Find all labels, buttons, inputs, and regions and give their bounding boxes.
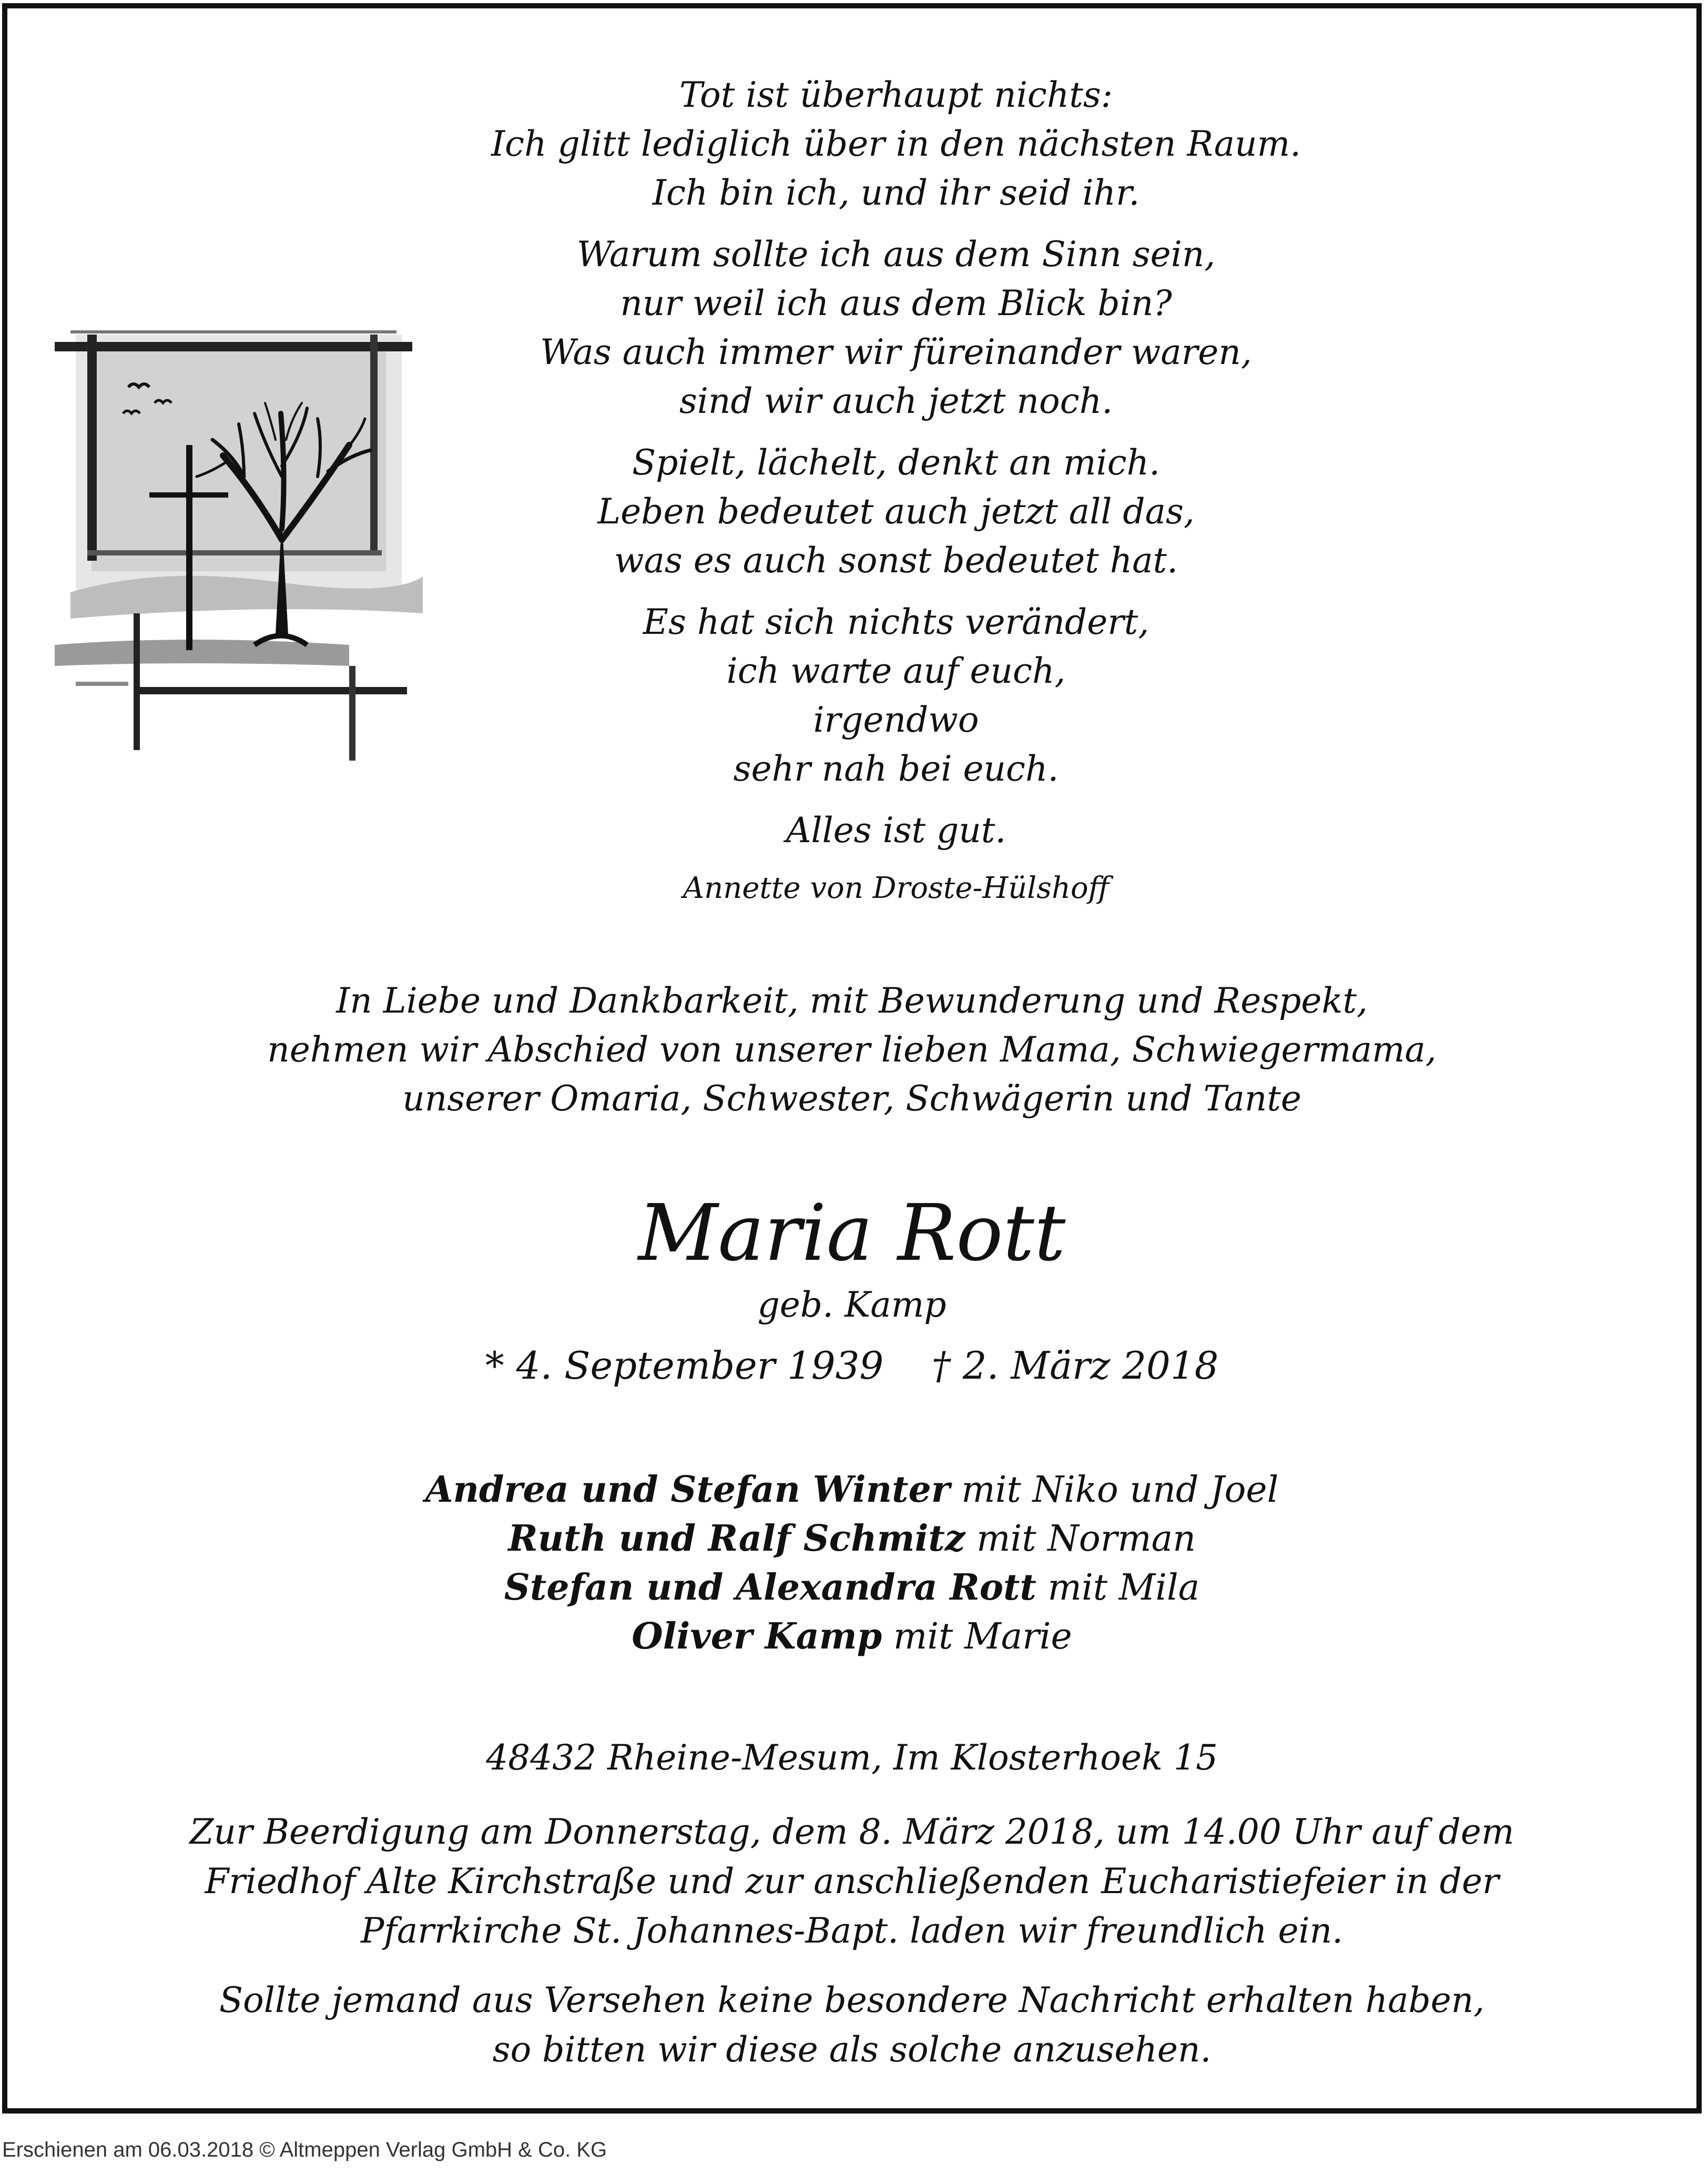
family-children: mit Norman bbox=[965, 1518, 1196, 1560]
publication-footer: Erschienen am 06.03.2018 © Altmeppen Verlag GmbH & Co. KG bbox=[2, 2138, 607, 2161]
burial-line: Friedhof Alte Kirchstraße und zur anschließenden Eucharistiefeier in der bbox=[205, 1861, 1499, 1902]
notice-line: so bitten wir diese als solche anzusehen. bbox=[492, 2029, 1212, 2070]
poem-line: sind wir auch jetzt noch. bbox=[679, 381, 1113, 421]
intro-line: unserer Omaria, Schwester, Schwägerin und Tante bbox=[402, 1078, 1302, 1119]
poem-line: irgendwo bbox=[813, 700, 979, 740]
poem-line: ich warte auf euch, bbox=[726, 651, 1066, 691]
deceased-born-name: geb. Kamp bbox=[757, 1285, 947, 1325]
poem-line: Leben bedeutet auch jetzt all das, bbox=[597, 491, 1195, 532]
family-entry bbox=[7, 1612, 1696, 1661]
intro-text bbox=[7, 976, 1696, 1123]
family-list bbox=[7, 1465, 1696, 1661]
deceased-dates: * 4. September 1939 † 2. März 2018 bbox=[485, 1343, 1219, 1388]
poem-line: Ich bin ich, und ihr seid ihr. bbox=[652, 173, 1140, 213]
deceased-name: Maria Rott bbox=[638, 1188, 1066, 1278]
poem-line: Warum sollte ich aus dem Sinn sein, bbox=[576, 234, 1216, 275]
notice-line: Sollte jemand aus Versehen keine besondere Nachricht erhalten haben, bbox=[219, 1980, 1485, 2020]
address: 48432 Rheine-Mesum, Im Klosterhoek 15 bbox=[486, 1737, 1218, 1778]
family-names: Stefan und Alexandra Rott bbox=[504, 1566, 1036, 1609]
poem-line: Es hat sich nichts verändert, bbox=[643, 602, 1150, 642]
family-names: Ruth und Ralf Schmitz bbox=[508, 1518, 965, 1560]
poem-line: Tot ist überhaupt nichts: bbox=[679, 75, 1113, 115]
family-names: Oliver Kamp bbox=[632, 1615, 882, 1657]
poem-stanza bbox=[302, 438, 1490, 585]
poem-stanza bbox=[302, 598, 1490, 793]
poem-stanza bbox=[302, 70, 1490, 217]
poem-line: nur weil ich aus dem Blick bin? bbox=[620, 283, 1172, 323]
family-names: Andrea und Stefan Winter bbox=[425, 1469, 950, 1511]
poem-line: sehr nah bei euch. bbox=[733, 749, 1059, 789]
poem bbox=[302, 70, 1490, 909]
poem-stanza bbox=[302, 230, 1490, 426]
family-children: mit Niko und Joel bbox=[950, 1469, 1279, 1511]
poem-stanza bbox=[302, 806, 1490, 855]
poem-line: Alles ist gut. bbox=[786, 810, 1006, 851]
burial-line: Zur Beerdigung am Donnerstag, dem 8. März 2018, um 14.00 Uhr auf dem bbox=[189, 1812, 1514, 1852]
intro-line: nehmen wir Abschied von unserer lieben Mama, Schwiegermama, bbox=[267, 1029, 1437, 1070]
burial-info bbox=[7, 1807, 1696, 1956]
intro-line: In Liebe und Dankbarkeit, mit Bewunderung und Respekt, bbox=[336, 980, 1368, 1021]
family-children: mit Marie bbox=[882, 1616, 1072, 1657]
poem-line: Was auch immer wir füreinander waren, bbox=[540, 332, 1252, 372]
notice-text bbox=[7, 1976, 1696, 2075]
family-entry bbox=[7, 1514, 1696, 1563]
poem-line: Spielt, lächelt, denkt an mich. bbox=[632, 442, 1161, 483]
poem-line: was es auch sonst bedeutet hat. bbox=[614, 540, 1178, 581]
burial-line: Pfarrkirche St. Johannes-Bapt. laden wir freundlich ein. bbox=[360, 1910, 1343, 1951]
family-children: mit Mila bbox=[1036, 1567, 1200, 1609]
poem-line: Ich glitt lediglich über in den nächsten Raum. bbox=[491, 124, 1302, 164]
obituary-frame bbox=[2, 3, 1702, 2114]
family-entry bbox=[7, 1563, 1696, 1612]
family-entry bbox=[7, 1465, 1696, 1514]
poem-author: Annette von Droste-Hülshoff bbox=[683, 871, 1110, 905]
